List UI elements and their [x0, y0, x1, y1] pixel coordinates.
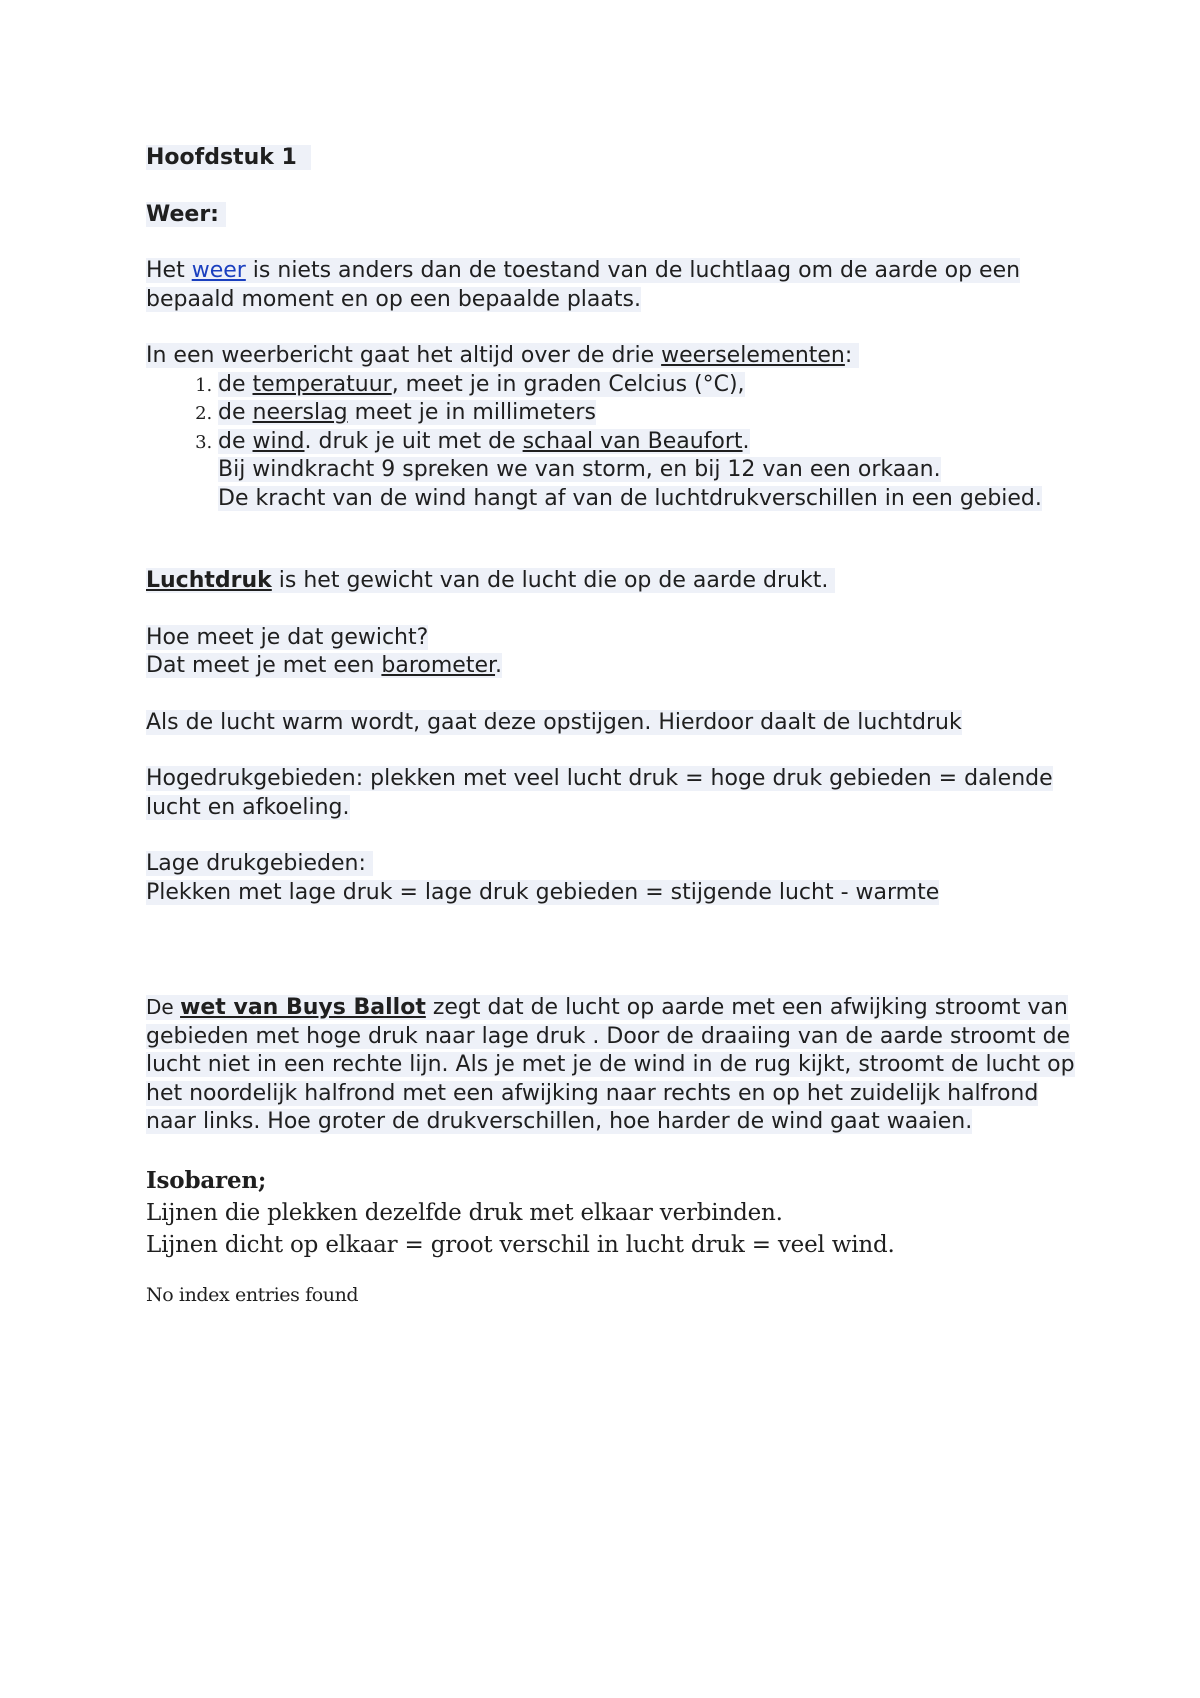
- buys-ballot-paragraph: De wet van Buys Ballot zegt dat de lucht op aarde met een afwijking stroomt van gebieden met hoge druk naar lage druk . Door de draaiing van de aarde stroomt de lucht niet in een rechte lijn. Als je met je de wind in de rug kijkt, stroomt de lucht op het noordelijk halfrond met een afwijking naar rechts en op het zuidelijk halfrond naar links. Hoe groter de drukverschillen, hoe harder de wind gaat waaien.: [146, 995, 1075, 1134]
- document-body: [146, 144, 1076, 1309]
- list-item-wind: 3. de wind. druk je uit met de schaal van Beaufort. Bij windkracht 9 spreken we van storm, en bij 12 van een orkaan. De kracht van de wind hangt af van de luchtdrukverschillen in een gebied.: [218, 428, 1076, 514]
- isobaren-line-1: Lijnen die plekken dezelfde druk met elkaar verbinden.: [146, 1199, 783, 1226]
- chapter-heading: Hoofdstuk 1: [146, 144, 1076, 173]
- lagedruk-paragraph: Plekken met lage druk = lage druk gebieden = stijgende lucht - warmte: [146, 879, 940, 905]
- list-item-neerslag: 2. de neerslag meet je in millimeters: [218, 399, 1076, 428]
- isobaren-section: [146, 1165, 1076, 1261]
- isobaren-line-2: Lijnen dicht op elkaar = groot verschil in lucht druk = veel wind.: [146, 1231, 895, 1258]
- luchtdruk-definition: Luchtdruk is het gewicht van de lucht die op de aarde drukt.: [146, 567, 1076, 596]
- list-item-temperatuur: 1. de temperatuur, meet je in graden Celcius (°C),: [218, 371, 1076, 400]
- lagedruk-title: Lage drukgebieden:: [146, 850, 1076, 879]
- section-heading-weer: Weer:: [146, 201, 1076, 230]
- barometer-answer: Dat meet je met een barometer.: [146, 653, 503, 678]
- weer-definition: Het weer is niets anders dan de toestand van de luchtlaag om de aarde op een bepaald moment en op een bepaalde plaats.: [146, 258, 1021, 312]
- isobaren-title: Isobaren;: [146, 1166, 267, 1194]
- weer-link[interactable]: weer: [191, 258, 246, 283]
- weerselementen-list: [146, 371, 1076, 514]
- barometer-question: Hoe meet je dat gewicht?: [146, 624, 429, 650]
- index-note: No index entries found: [146, 1283, 359, 1306]
- warm-air-paragraph: Als de lucht warm wordt, gaat deze opstijgen. Hierdoor daalt de luchtdruk: [146, 709, 962, 735]
- weerselementen-intro: In een weerbericht gaat het altijd over de drie weerselementen:: [146, 342, 1076, 371]
- hogedruk-paragraph: Hogedrukgebieden: plekken met veel lucht druk = hoge druk gebieden = dalende lucht en afkoeling.: [146, 766, 1053, 820]
